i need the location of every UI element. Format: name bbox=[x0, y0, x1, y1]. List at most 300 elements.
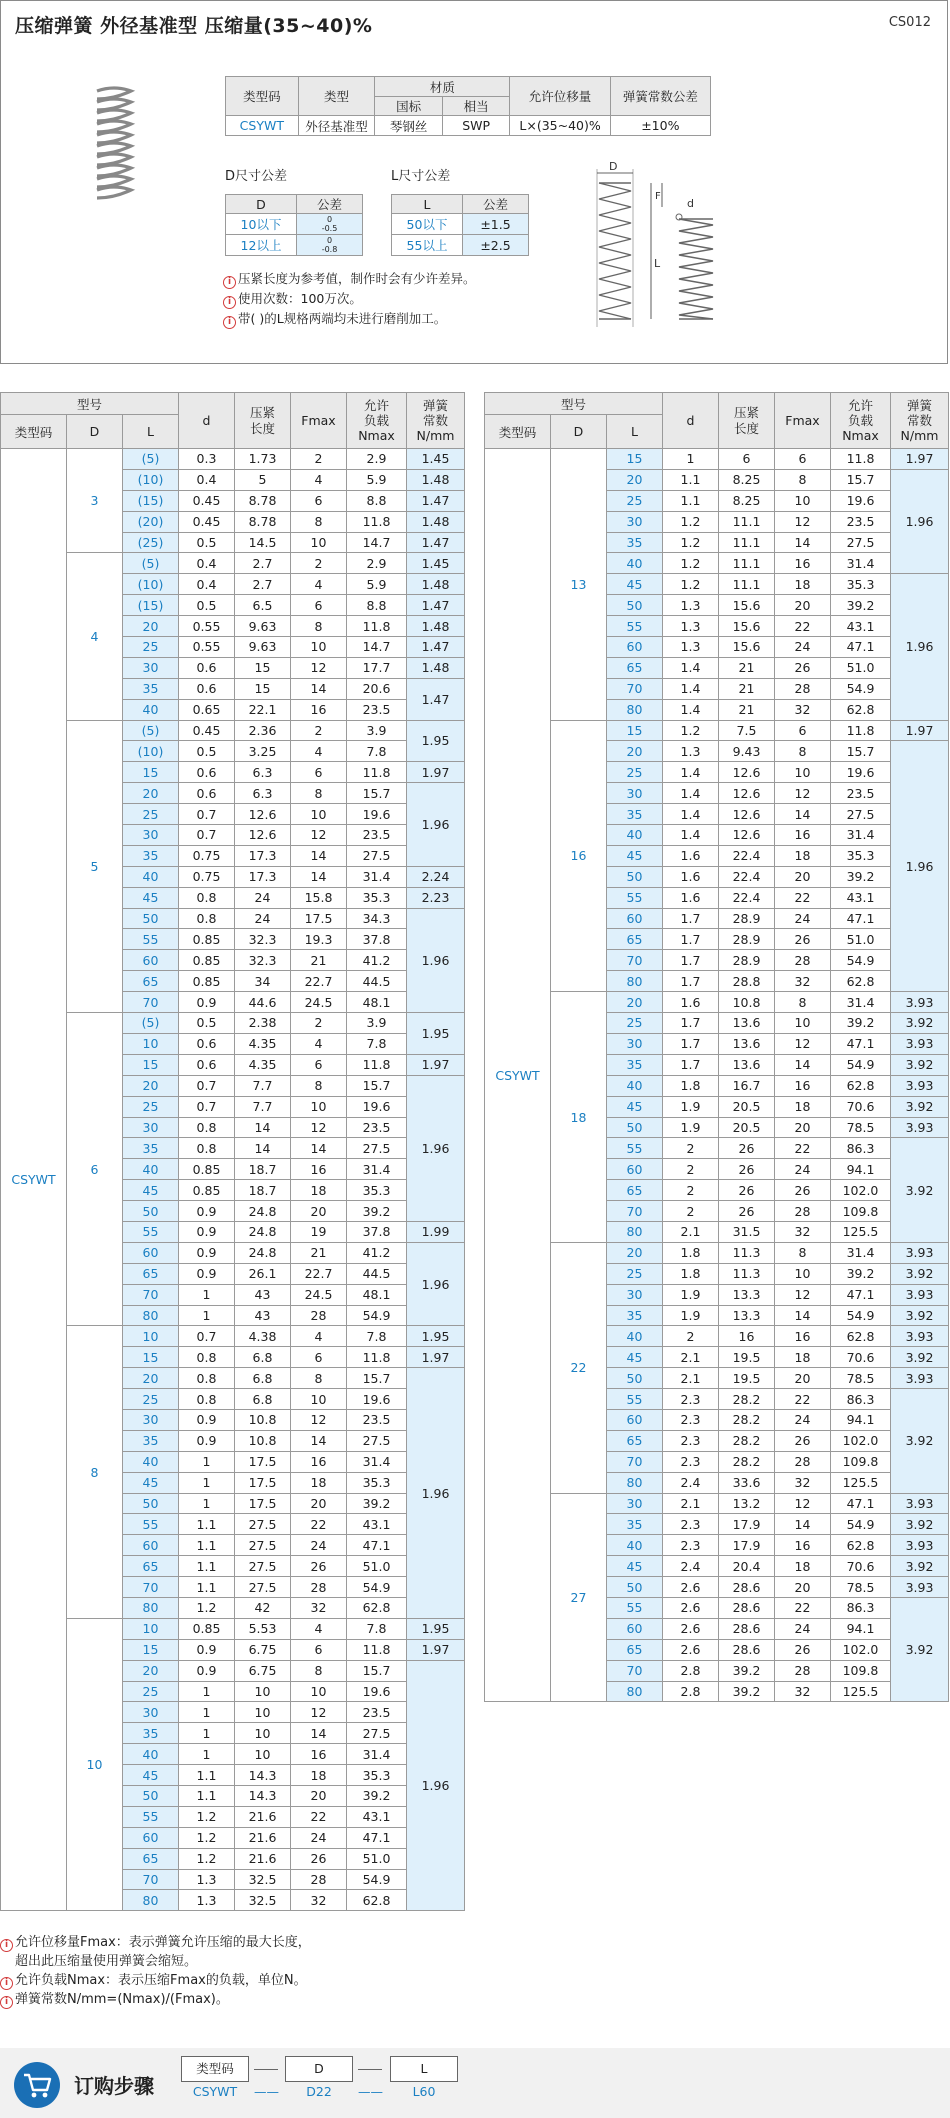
info-icon: i bbox=[0, 1977, 13, 1990]
wire-d-cell: 1.1 bbox=[179, 1577, 235, 1598]
wire-d-cell: 0.9 bbox=[179, 1639, 235, 1660]
spring-constant-cell: 1.96 bbox=[407, 1075, 465, 1221]
solid-length-cell: 8.25 bbox=[719, 490, 775, 511]
order-separator bbox=[358, 2069, 382, 2070]
spec-header-material: 材质 bbox=[375, 77, 510, 97]
solid-length-cell: 11.1 bbox=[719, 532, 775, 553]
header-solid-length bbox=[719, 393, 775, 449]
wire-d-cell: 0.9 bbox=[179, 1201, 235, 1222]
nmax-cell: 70.6 bbox=[831, 1096, 891, 1117]
fmax-cell: 12 bbox=[291, 657, 347, 678]
wire-d-cell: 1.2 bbox=[663, 574, 719, 595]
nmax-cell: 23.5 bbox=[831, 511, 891, 532]
diagram-label-l: L bbox=[654, 257, 661, 270]
l-cell: 10 bbox=[123, 1326, 179, 1347]
nmax-cell: 37.8 bbox=[347, 1221, 407, 1242]
wire-d-cell: 1.8 bbox=[663, 1075, 719, 1096]
nmax-cell: 54.9 bbox=[831, 1054, 891, 1075]
l-cell: 25 bbox=[607, 1013, 663, 1034]
nmax-cell: 125.5 bbox=[831, 1681, 891, 1702]
info-icon: i bbox=[223, 296, 236, 309]
l-cell: 40 bbox=[607, 825, 663, 846]
wire-d-cell: 1.7 bbox=[663, 908, 719, 929]
spring-constant-cell: 3.93 bbox=[891, 1284, 949, 1305]
l-cell: 65 bbox=[607, 1430, 663, 1451]
wire-d-cell: 0.4 bbox=[179, 574, 235, 595]
fmax-cell: 28 bbox=[775, 1660, 831, 1681]
spring-constant-cell: 1.48 bbox=[407, 616, 465, 637]
spec-header-xiangdang: 相当 bbox=[442, 97, 510, 116]
wire-d-cell: 2.6 bbox=[663, 1618, 719, 1639]
nmax-cell: 8.8 bbox=[347, 595, 407, 616]
l-cell: 50 bbox=[123, 908, 179, 929]
wire-d-cell: 0.3 bbox=[179, 449, 235, 470]
spring-constant-cell: 1.97 bbox=[407, 1347, 465, 1368]
fmax-cell: 24 bbox=[775, 1159, 831, 1180]
solid-length-cell: 6.8 bbox=[235, 1389, 291, 1410]
nmax-cell: 62.8 bbox=[831, 1075, 891, 1096]
spec-table-left bbox=[0, 392, 465, 1911]
nmax-cell: 62.8 bbox=[831, 699, 891, 720]
solid-length-cell: 8.78 bbox=[235, 511, 291, 532]
order-label-l: L bbox=[390, 2056, 458, 2082]
nmax-cell: 15.7 bbox=[347, 1368, 407, 1389]
fmax-cell: 22 bbox=[291, 1806, 347, 1827]
header-nmax-line2: 负载 bbox=[363, 413, 389, 428]
d-tol-upper: 0 bbox=[326, 215, 333, 224]
l-tol-range: 50以下 bbox=[392, 214, 463, 235]
fmax-cell: 10 bbox=[291, 1389, 347, 1410]
wire-d-cell: 0.8 bbox=[179, 887, 235, 908]
header-model: 型号 bbox=[1, 393, 179, 415]
fmax-cell: 8 bbox=[291, 1368, 347, 1389]
solid-length-cell: 15 bbox=[235, 657, 291, 678]
solid-length-cell: 10 bbox=[235, 1681, 291, 1702]
solid-length-cell: 28.6 bbox=[719, 1639, 775, 1660]
spring-constant-cell: 1.47 bbox=[407, 532, 465, 553]
wire-d-cell: 0.6 bbox=[179, 783, 235, 804]
wire-d-cell: 0.9 bbox=[179, 1660, 235, 1681]
solid-length-cell: 28.6 bbox=[719, 1577, 775, 1598]
nmax-cell: 44.5 bbox=[347, 971, 407, 992]
nmax-cell: 23.5 bbox=[831, 783, 891, 804]
solid-length-cell: 17.3 bbox=[235, 845, 291, 866]
header-k-line2: 常数 bbox=[422, 413, 448, 428]
solid-length-cell: 6.8 bbox=[235, 1368, 291, 1389]
wire-d-cell: 1.4 bbox=[663, 699, 719, 720]
d-tol-header-tol: 公差 bbox=[297, 195, 363, 214]
l-cell: 50 bbox=[607, 1368, 663, 1389]
fmax-cell: 21 bbox=[291, 1242, 347, 1263]
nmax-cell: 54.9 bbox=[831, 1305, 891, 1326]
solid-length-cell: 17.5 bbox=[235, 1451, 291, 1472]
solid-length-cell: 39.2 bbox=[719, 1681, 775, 1702]
nmax-cell: 11.8 bbox=[347, 1054, 407, 1075]
solid-length-cell: 28.6 bbox=[719, 1618, 775, 1639]
solid-length-cell: 5.53 bbox=[235, 1618, 291, 1639]
wire-d-cell: 1 bbox=[179, 1702, 235, 1723]
fmax-cell: 4 bbox=[291, 741, 347, 762]
nmax-cell: 109.8 bbox=[831, 1451, 891, 1472]
l-cell: 65 bbox=[123, 1263, 179, 1284]
nmax-cell: 41.2 bbox=[347, 1242, 407, 1263]
wire-d-cell: 0.85 bbox=[179, 1180, 235, 1201]
l-cell: 55 bbox=[123, 1514, 179, 1535]
solid-length-cell: 28.9 bbox=[719, 908, 775, 929]
wire-d-cell: 2 bbox=[663, 1138, 719, 1159]
nmax-cell: 47.1 bbox=[831, 908, 891, 929]
wire-d-cell: 1.2 bbox=[179, 1806, 235, 1827]
wire-d-cell: 2 bbox=[663, 1180, 719, 1201]
nmax-cell: 15.7 bbox=[347, 1075, 407, 1096]
footnote-text: 允许负载Nmax：表示压缩Fmax的负载，单位N。 bbox=[15, 1973, 307, 1988]
spring-photo bbox=[89, 85, 139, 205]
spec-type: 外径基准型 bbox=[298, 116, 375, 136]
l-cell: 20 bbox=[123, 1660, 179, 1681]
wire-d-cell: 0.5 bbox=[179, 741, 235, 762]
solid-length-cell: 11.1 bbox=[719, 574, 775, 595]
wire-d-cell: 0.4 bbox=[179, 469, 235, 490]
nmax-cell: 39.2 bbox=[831, 1013, 891, 1034]
solid-length-cell: 17.3 bbox=[235, 866, 291, 887]
d-tolerance-title: D尺寸公差 bbox=[225, 169, 288, 184]
order-value-type-code: CSYWT bbox=[192, 2084, 238, 2099]
fmax-cell: 10 bbox=[291, 532, 347, 553]
l-cell: 35 bbox=[123, 1138, 179, 1159]
wire-d-cell: 0.55 bbox=[179, 637, 235, 658]
spring-constant-cell: 3.92 bbox=[891, 1514, 949, 1535]
nmax-cell: 51.0 bbox=[831, 657, 891, 678]
fmax-cell: 17.5 bbox=[291, 908, 347, 929]
wire-d-cell: 2.3 bbox=[663, 1409, 719, 1430]
order-value-l: L60 bbox=[412, 2084, 436, 2099]
wire-d-cell: 1.2 bbox=[179, 1848, 235, 1869]
wire-d-cell: 1.7 bbox=[663, 1033, 719, 1054]
wire-d-cell: 1 bbox=[179, 1472, 235, 1493]
l-cell: 30 bbox=[607, 783, 663, 804]
solid-length-cell: 24 bbox=[235, 908, 291, 929]
wire-d-cell: 2 bbox=[663, 1159, 719, 1180]
wire-d-cell: 1.2 bbox=[179, 1597, 235, 1618]
fmax-cell: 24 bbox=[775, 908, 831, 929]
nmax-cell: 15.7 bbox=[347, 1660, 407, 1681]
solid-length-cell: 28.9 bbox=[719, 950, 775, 971]
table-row bbox=[485, 1242, 949, 1263]
fmax-cell: 21 bbox=[291, 950, 347, 971]
l-cell: 65 bbox=[123, 1556, 179, 1577]
nmax-cell: 27.5 bbox=[831, 804, 891, 825]
solid-length-cell: 16 bbox=[719, 1326, 775, 1347]
wire-d-cell: 1.8 bbox=[663, 1242, 719, 1263]
fmax-cell: 28 bbox=[291, 1577, 347, 1598]
solid-length-cell: 12.6 bbox=[719, 783, 775, 804]
fmax-cell: 28 bbox=[291, 1869, 347, 1890]
l-cell: 25 bbox=[123, 1681, 179, 1702]
solid-length-cell: 11.1 bbox=[719, 553, 775, 574]
solid-length-cell: 20.5 bbox=[719, 1096, 775, 1117]
l-cell: 80 bbox=[607, 971, 663, 992]
nmax-cell: 78.5 bbox=[831, 1368, 891, 1389]
spring-constant-cell: 1.96 bbox=[891, 741, 949, 992]
spring-constant-cell: 3.92 bbox=[891, 1263, 949, 1284]
header-D: D bbox=[551, 415, 607, 449]
l-tolerance-title: L尺寸公差 bbox=[391, 169, 451, 184]
solid-length-cell: 21 bbox=[719, 678, 775, 699]
header-D: D bbox=[67, 415, 123, 449]
nmax-cell: 7.8 bbox=[347, 1618, 407, 1639]
wire-d-cell: 2.3 bbox=[663, 1535, 719, 1556]
fmax-cell: 12 bbox=[775, 511, 831, 532]
header-type-code: 类型码 bbox=[1, 415, 67, 449]
nmax-cell: 11.8 bbox=[831, 449, 891, 470]
spring-constant-cell: 1.96 bbox=[891, 469, 949, 573]
l-cell: 35 bbox=[123, 845, 179, 866]
wire-d-cell: 0.75 bbox=[179, 866, 235, 887]
wire-d-cell: 1.2 bbox=[663, 720, 719, 741]
nmax-cell: 11.8 bbox=[347, 511, 407, 532]
l-cell: 50 bbox=[607, 595, 663, 616]
fmax-cell: 32 bbox=[775, 971, 831, 992]
wire-d-cell: 1.6 bbox=[663, 845, 719, 866]
nmax-cell: 31.4 bbox=[347, 1744, 407, 1765]
fmax-cell: 10 bbox=[291, 637, 347, 658]
l-cell: 20 bbox=[607, 992, 663, 1013]
l-cell: 65 bbox=[123, 971, 179, 992]
wire-d-cell: 2.3 bbox=[663, 1514, 719, 1535]
product-code: CS012 bbox=[888, 15, 931, 30]
solid-length-cell: 6.75 bbox=[235, 1660, 291, 1681]
l-cell: 80 bbox=[607, 1472, 663, 1493]
d-cell: 8 bbox=[67, 1326, 123, 1618]
l-cell: 30 bbox=[123, 1117, 179, 1138]
spring-constant-cell: 3.92 bbox=[891, 1054, 949, 1075]
solid-length-cell: 24 bbox=[235, 887, 291, 908]
spec-table-right-body bbox=[485, 393, 949, 1702]
wire-d-cell: 0.8 bbox=[179, 1389, 235, 1410]
l-cell: 55 bbox=[607, 1389, 663, 1410]
nmax-cell: 37.8 bbox=[347, 929, 407, 950]
d-cell: 5 bbox=[67, 720, 123, 1012]
nmax-cell: 35.3 bbox=[347, 1472, 407, 1493]
nmax-cell: 35.3 bbox=[347, 1765, 407, 1786]
header-fmax: Fmax bbox=[775, 393, 831, 449]
type-code-cell: CSYWT bbox=[485, 449, 551, 1702]
wire-d-cell: 1.7 bbox=[663, 971, 719, 992]
spring-constant-cell: 1.48 bbox=[407, 574, 465, 595]
l-tol-value: ±2.5 bbox=[463, 235, 529, 256]
nmax-cell: 35.3 bbox=[831, 574, 891, 595]
spring-constant-cell: 1.95 bbox=[407, 1013, 465, 1055]
l-tol-header-tol: 公差 bbox=[463, 195, 529, 214]
spring-constant-cell: 3.93 bbox=[891, 1577, 949, 1598]
fmax-cell: 22 bbox=[775, 1597, 831, 1618]
solid-length-cell: 17.9 bbox=[719, 1535, 775, 1556]
nmax-cell: 51.0 bbox=[347, 1556, 407, 1577]
nmax-cell: 48.1 bbox=[347, 992, 407, 1013]
wire-d-cell: 2.8 bbox=[663, 1660, 719, 1681]
d-cell: 4 bbox=[67, 553, 123, 720]
nmax-cell: 43.1 bbox=[831, 616, 891, 637]
nmax-cell: 41.2 bbox=[347, 950, 407, 971]
wire-d-cell: 1.8 bbox=[663, 1263, 719, 1284]
nmax-cell: 94.1 bbox=[831, 1618, 891, 1639]
header-nmax bbox=[831, 393, 891, 449]
nmax-cell: 39.2 bbox=[831, 866, 891, 887]
table-row bbox=[1, 1013, 465, 1034]
fmax-cell: 28 bbox=[775, 1201, 831, 1222]
nmax-cell: 47.1 bbox=[347, 1535, 407, 1556]
wire-d-cell: 1 bbox=[179, 1493, 235, 1514]
spec-table-left-body bbox=[1, 393, 465, 1911]
solid-length-cell: 27.5 bbox=[235, 1577, 291, 1598]
wire-d-cell: 0.45 bbox=[179, 511, 235, 532]
l-cell: 55 bbox=[123, 1806, 179, 1827]
fmax-cell: 12 bbox=[291, 1409, 347, 1430]
wire-d-cell: 1 bbox=[179, 1305, 235, 1326]
l-cell: 30 bbox=[123, 657, 179, 678]
header-panel bbox=[0, 0, 948, 364]
fmax-cell: 28 bbox=[775, 678, 831, 699]
fmax-cell: 4 bbox=[291, 1033, 347, 1054]
header-type-code: 类型码 bbox=[485, 415, 551, 449]
diagram-label-d-outer: D bbox=[609, 160, 618, 173]
nmax-cell: 86.3 bbox=[831, 1389, 891, 1410]
wire-d-cell: 0.9 bbox=[179, 1242, 235, 1263]
solid-length-cell: 6.8 bbox=[235, 1347, 291, 1368]
spec-header-type-code: 类型码 bbox=[226, 77, 299, 116]
solid-length-cell: 9.63 bbox=[235, 616, 291, 637]
spring-constant-cell: 1.97 bbox=[407, 1054, 465, 1075]
wire-d-cell: 2.3 bbox=[663, 1389, 719, 1410]
fmax-cell: 20 bbox=[291, 1201, 347, 1222]
solid-length-cell: 28.2 bbox=[719, 1451, 775, 1472]
fmax-cell: 2 bbox=[291, 449, 347, 470]
wire-d-cell: 1.3 bbox=[179, 1869, 235, 1890]
d-tol-header-d: D bbox=[226, 195, 297, 214]
l-cell: 25 bbox=[607, 490, 663, 511]
fmax-cell: 20 bbox=[775, 866, 831, 887]
fmax-cell: 14 bbox=[291, 1723, 347, 1744]
fmax-cell: 26 bbox=[775, 1180, 831, 1201]
l-cell: 60 bbox=[123, 1242, 179, 1263]
spec-header-tolerance: 弹簧常数公差 bbox=[610, 77, 710, 116]
fmax-cell: 20 bbox=[291, 1493, 347, 1514]
nmax-cell: 54.9 bbox=[831, 950, 891, 971]
solid-length-cell: 28.8 bbox=[719, 971, 775, 992]
solid-length-cell: 8.25 bbox=[719, 469, 775, 490]
l-cell: 25 bbox=[607, 762, 663, 783]
solid-length-cell: 7.7 bbox=[235, 1096, 291, 1117]
nmax-cell: 14.7 bbox=[347, 532, 407, 553]
nmax-cell: 35.3 bbox=[347, 1180, 407, 1201]
l-cell: 20 bbox=[123, 1368, 179, 1389]
fmax-cell: 12 bbox=[775, 1493, 831, 1514]
wire-d-cell: 2.6 bbox=[663, 1639, 719, 1660]
nmax-cell: 27.5 bbox=[831, 532, 891, 553]
fmax-cell: 12 bbox=[775, 783, 831, 804]
nmax-cell: 11.8 bbox=[347, 1347, 407, 1368]
l-cell: 20 bbox=[607, 741, 663, 762]
wire-d-cell: 1.6 bbox=[663, 887, 719, 908]
solid-length-cell: 14.3 bbox=[235, 1786, 291, 1807]
solid-length-cell: 27.5 bbox=[235, 1556, 291, 1577]
wire-d-cell: 2.4 bbox=[663, 1472, 719, 1493]
nmax-cell: 39.2 bbox=[831, 595, 891, 616]
footnote-item bbox=[0, 1933, 311, 1952]
spring-constant-cell: 3.92 bbox=[891, 1347, 949, 1368]
header-solid-line1: 压紧 bbox=[249, 404, 275, 420]
l-cell: 30 bbox=[123, 825, 179, 846]
l-cell: 70 bbox=[123, 1284, 179, 1305]
nmax-cell: 125.5 bbox=[831, 1472, 891, 1493]
l-cell: 10 bbox=[123, 1033, 179, 1054]
nmax-cell: 19.6 bbox=[347, 1096, 407, 1117]
spring-diagram bbox=[587, 157, 727, 333]
nmax-cell: 102.0 bbox=[831, 1430, 891, 1451]
nmax-cell: 19.6 bbox=[347, 1389, 407, 1410]
nmax-cell: 54.9 bbox=[347, 1305, 407, 1326]
wire-d-cell: 0.9 bbox=[179, 1430, 235, 1451]
l-cell: 45 bbox=[123, 1472, 179, 1493]
nmax-cell: 14.7 bbox=[347, 637, 407, 658]
info-icon: i bbox=[223, 276, 236, 289]
l-cell: 15 bbox=[607, 720, 663, 741]
header-fmax: Fmax bbox=[291, 393, 347, 449]
wire-d-cell: 2.1 bbox=[663, 1368, 719, 1389]
l-cell: 50 bbox=[607, 866, 663, 887]
header-L: L bbox=[123, 415, 179, 449]
nmax-cell: 47.1 bbox=[831, 637, 891, 658]
solid-length-cell: 2.7 bbox=[235, 553, 291, 574]
fmax-cell: 18 bbox=[291, 1472, 347, 1493]
d-cell: 6 bbox=[67, 1013, 123, 1326]
solid-length-cell: 12.6 bbox=[719, 804, 775, 825]
nmax-cell: 23.5 bbox=[347, 825, 407, 846]
d-tol-value bbox=[322, 236, 338, 254]
l-cell: 30 bbox=[607, 1493, 663, 1514]
solid-length-cell: 11.1 bbox=[719, 511, 775, 532]
table-row bbox=[485, 1493, 949, 1514]
fmax-cell: 20 bbox=[775, 1368, 831, 1389]
spring-constant-cell: 1.99 bbox=[407, 1221, 465, 1242]
l-cell: 80 bbox=[607, 1681, 663, 1702]
fmax-cell: 8 bbox=[291, 616, 347, 637]
spring-constant-cell: 1.45 bbox=[407, 449, 465, 470]
l-cell: 80 bbox=[123, 1890, 179, 1911]
fmax-cell: 18 bbox=[775, 1347, 831, 1368]
wire-d-cell: 1 bbox=[179, 1451, 235, 1472]
header-d: d bbox=[663, 393, 719, 449]
wire-d-cell: 1.3 bbox=[663, 616, 719, 637]
fmax-cell: 8 bbox=[291, 1660, 347, 1681]
l-cell: 55 bbox=[607, 887, 663, 908]
l-cell: 35 bbox=[607, 1514, 663, 1535]
nmax-cell: 43.1 bbox=[831, 887, 891, 908]
l-cell: 10 bbox=[123, 1618, 179, 1639]
nmax-cell: 3.9 bbox=[347, 1013, 407, 1034]
fmax-cell: 16 bbox=[775, 1075, 831, 1096]
fmax-cell: 22 bbox=[775, 616, 831, 637]
solid-length-cell: 13.3 bbox=[719, 1284, 775, 1305]
l-cell: 40 bbox=[123, 1159, 179, 1180]
nmax-cell: 54.9 bbox=[347, 1577, 407, 1598]
d-cell: 13 bbox=[551, 449, 607, 721]
header-d: d bbox=[179, 393, 235, 449]
l-cell: 80 bbox=[123, 1597, 179, 1618]
nmax-cell: 47.1 bbox=[831, 1493, 891, 1514]
spec-table-right bbox=[484, 392, 949, 1702]
l-cell: 15 bbox=[123, 1347, 179, 1368]
